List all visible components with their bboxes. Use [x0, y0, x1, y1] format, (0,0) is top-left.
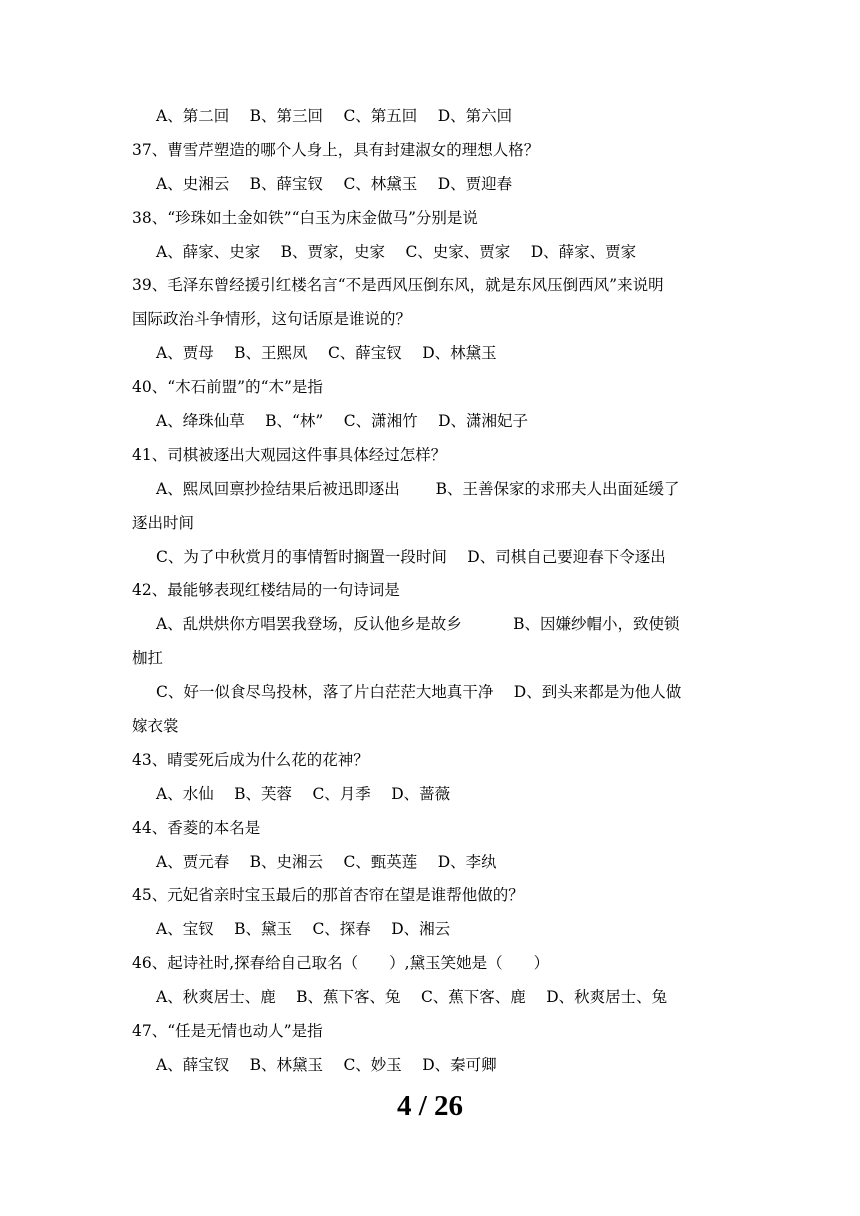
question-text-continued: 逐出时间 [132, 513, 195, 532]
question-text: 46、起诗社时,探春给自己取名（ ）,黛玉笑她是（ ） [132, 954, 550, 973]
answer-options: A、薛家、史家 B、贾家，史家 C、史家、贾家 D、薛家、贾家 [156, 242, 637, 261]
answer-options: A、薛宝钗 B、林黛玉 C、妙玉 D、秦可卿 [156, 1055, 497, 1074]
question-text-continued: 枷扛 [132, 649, 164, 668]
answer-options: A、宝钗 B、黛玉 C、探春 D、湘云 [156, 920, 451, 939]
answer-options: A、史湘云 B、薛宝钗 C、林黛玉 D、贾迎春 [156, 174, 513, 193]
question-text: 42、最能够表现红楼结局的一句诗词是 [132, 581, 400, 600]
question-text: 39、毛泽东曾经援引红楼名言“不是西风压倒东风，就是东风压倒西风”来说明 [132, 276, 664, 295]
question-text: 43、晴雯死后成为什么花的花神？ [132, 750, 369, 769]
answer-options: A、贾母 B、王熙凤 C、薛宝钗 D、林黛玉 [156, 344, 497, 363]
question-text: 38、“珍珠如土金如铁”“白玉为床金做马”分别是说 [132, 208, 478, 227]
answer-options: A、秋爽居士、鹿 B、蕉下客、兔 C、蕉下客、鹿 D、秋爽居士、兔 [156, 988, 668, 1007]
question-text-continued: 嫁衣裳 [132, 717, 179, 736]
page-number: 4 / 26 [396, 1090, 464, 1122]
question-text: 44、香菱的本名是 [132, 818, 261, 837]
answer-options: C、为了中秋赏月的事情暂时搁置一段时间 D、司棋自己要迎春下令逐出 [156, 547, 666, 566]
question-text: 40、“木石前盟”的“木”是指 [132, 378, 323, 397]
question-text: 37、曹雪芹塑造的哪个人身上，具有封建淑女的理想人格？ [132, 140, 540, 159]
answer-options: A、水仙 B、芙蓉 C、月季 D、蔷薇 [156, 784, 451, 803]
question-text-continued: 国际政治斗争情形，这句话原是谁说的？ [132, 310, 412, 329]
question-text: 47、“任是无情也动人”是指 [132, 1022, 323, 1041]
answer-options: A、乱烘烘你方唱罢我登场，反认他乡是故乡 B、因嫌纱帽小，致使锁 [156, 615, 680, 634]
answer-options: C、好一似食尽鸟投林，落了片白茫茫大地真干净 D、到头来都是为他人做 [156, 683, 682, 702]
answer-options: A、贾元春 B、史湘云 C、甄英莲 D、李纨 [156, 852, 497, 871]
answer-options: A、熙凤回禀抄捡结果后被迅即逐出 B、王善保家的求邢夫人出面延缓了 [156, 479, 680, 498]
question-text: 41、司棋被逐出大观园这件事具体经过怎样？ [132, 445, 447, 464]
answer-options: A、第二回 B、第三回 C、第五回 D、第六回 [156, 107, 513, 125]
question-list [132, 100, 732, 1083]
question-text: 45、元妃省亲时宝玉最后的那首杏帘在望是谁帮他做的？ [132, 886, 524, 905]
answer-options: A、绛珠仙草 B、“林” C、潇湘竹 D、潇湘妃子 [156, 412, 529, 431]
